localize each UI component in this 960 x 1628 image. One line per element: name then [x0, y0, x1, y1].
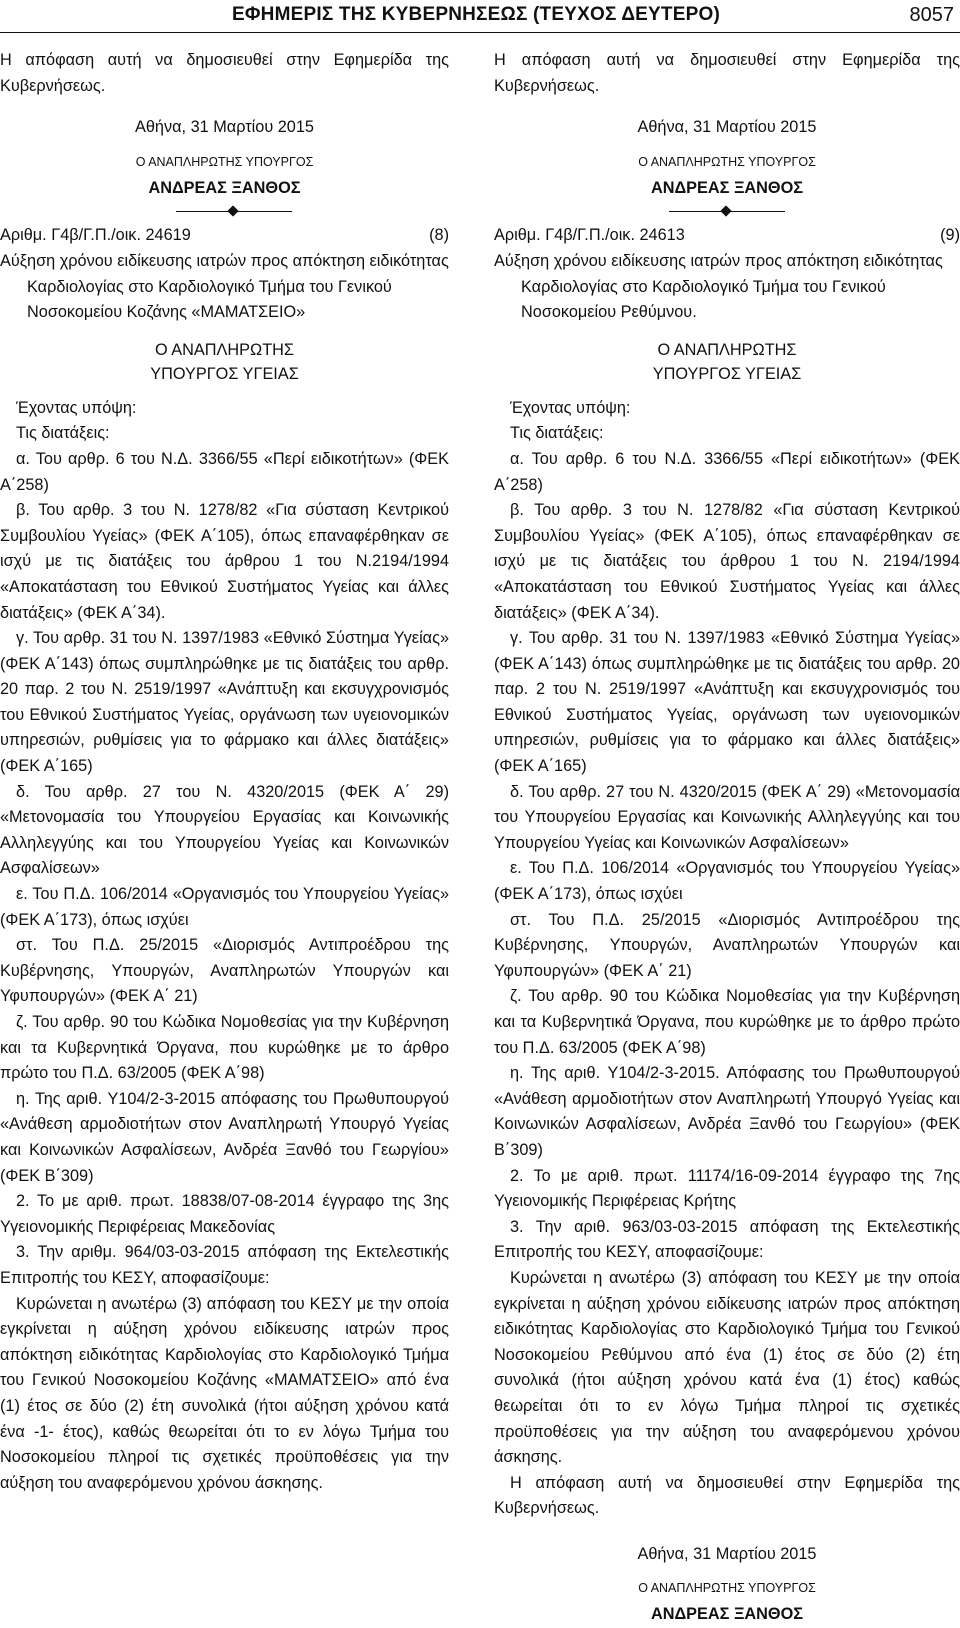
provision-st: στ. Του Π.Δ. 25/2015 «Διορισμός Αντιπροέδρου της Κυβέρνησης, Υπουργών, Αναπληρωτών Υπουργών και Υφυπουργών» (ΦΕΚ Α΄ 21) — [494, 910, 960, 980]
provision-h: η. Της αριθ. Υ104/2-3-2015 απόφασης του Πρωθυπουργού «Ανάθεση αρμοδιοτήτων στον Αναπληρωτή Υπουργό Υγείας και Κοινωνικών Ασφαλίσεων, Ανδρέα Ξανθό του Γεωργίου» (ΦΕΚ Β΄309) — [0, 1089, 449, 1185]
provision-d: δ. Του αρθρ. 27 του Ν. 4320/2015 (ΦΕΚ Α΄ 29) «Μετονομασία του Υπουργείου Εργασίας και Κοινωνικής Αλληλεγγύης και του Υπουργείου Υγείας και Κοινωνικών Ασφαλίσεων» — [0, 782, 449, 878]
provision-z: ζ. Του αρθρ. 90 του Κώδικα Νομοθεσίας για την Κυβέρνηση και τα Κυβερνητικά Όργανα, που κυρώθηκε με το άρθρο πρώτο του Π.Δ. 63/2005 (ΦΕΚ Α΄98) — [0, 1013, 449, 1083]
signature-name: ΑΝΔΡΕΑΣ ΞΑΝΘΟΣ — [148, 178, 301, 197]
provision-d: δ. Του αρθρ. 27 του Ν. 4320/2015 (ΦΕΚ Α΄ 29) «Μετονομασία του Υπουργείου Εργασίας και Κοινωνικής Αλληλεγγύης και του Υπουργείου Υγείας και Κοινωνικών Ασφαλίσεων» — [494, 782, 960, 852]
provision-c: γ. Του αρθρ. 31 του Ν. 1397/1983 «Εθνικό Σύστημα Υγείας» (ΦΕΚ Α΄143) όπως συμπληρώθηκε με τις διατάξεις του αρθρ. 20 παρ. 2 του Ν. 2519/1997 «Ανάπτυξη και εκσυγχρονισμός του Εθνικού Συστήματος Υγείας, οργάνωση των υγειονομικών υπηρεσιών, ρυθμίσεις για το φάρμακο και άλλες διατάξεις» (ΦΕΚ Α΄165) — [0, 629, 449, 776]
section-separator — [494, 201, 960, 223]
decision-number: Αριθμ. Γ4β/Γ.Π./οικ. 24613 — [494, 226, 685, 245]
decision-title: Αύξηση χρόνου ειδίκευσης ιατρών προς απόκτηση ειδικότητας Καρδιολογίας στο Καρδιολογικό Τμήμα του Γενικού Νοσοκομείου Ρεθύμνου. — [494, 251, 943, 322]
page-header — [0, 0, 960, 30]
decision-title: Αύξηση χρόνου ειδίκευσης ιατρών προς απόκτηση ειδικότητας Καρδιολογίας στο Καρδιολογικό Τμήμα του Γενικού Νοσοκομείου Κοζάνης «ΜΑΜΑΤΣΕΙΟ» — [0, 251, 449, 322]
provision-e: ε. Του Π.Δ. 106/2014 «Οργανισμός του Υπουργείου Υγείας» (ΦΕΚ Α΄173), όπως ισχύει — [494, 859, 960, 904]
signature-date: Αθήνα, 31 Μαρτίου 2015 — [135, 118, 314, 137]
authority-line-1: Ο ΑΝΑΠΛΗΡΩΤΗΣ — [657, 340, 797, 359]
considering-label: Έχοντας υπόψη: — [510, 398, 631, 417]
signature-role-end: Ο ΑΝΑΠΛΗΡΩΤΗΣ ΥΠΟΥΡΓΟΣ — [638, 1581, 816, 1596]
signature-date: Αθήνα, 31 Μαρτίου 2015 — [637, 118, 817, 137]
authority-line-2: ΥΠΟΥΡΓΟΣ ΥΓΕΙΑΣ — [150, 364, 299, 383]
provision-b: β. Του αρθρ. 3 του Ν. 1278/82 «Για σύσταση Κεντρικού Συμβουλίου Υγείας» (ΦΕΚ Α΄105), όπως επαναφέρθηκαν σε ισχύ με τις διατάξεις του άρθρου 1 του Ν.2194/1994 «Αποκατάσταση του Εθνικού Συστήματος Υγείας και άλλες διατάξεις» (ΦΕΚ Α΄34). — [0, 501, 449, 622]
provision-e: ε. Του Π.Δ. 106/2014 «Οργανισμός του Υπουργείου Υγείας» (ΦΕΚ Α΄173), όπως ισχύει — [0, 885, 449, 929]
provision-h: η. Της αριθ. Υ104/2-3-2015. Απόφασης του Πρωθυπουργού «Ανάθεση αρμοδιοτήτων στον Αναπληρωτή Υπουργό Υγείας και Κοινωνικών Ασφαλίσεων, Ανδρέα Ξανθό του Γεωργίου» (ΦΕΚ Β΄309) — [494, 1064, 960, 1159]
diamond-ornament-icon — [227, 206, 238, 217]
publication-note: Η απόφαση αυτή να δημοσιευθεί στην Εφημερίδα της Κυβερνήσεως. — [494, 51, 960, 95]
decision-index: (8) — [429, 226, 449, 245]
considering-label: Έχοντας υπόψη: — [16, 398, 137, 417]
signature-name-end: ΑΝΔΡΕΑΣ ΞΑΝΘΟΣ — [650, 1605, 804, 1624]
page-number: 8057 — [909, 4, 954, 26]
publication-note: Η απόφαση αυτή να δημοσιευθεί στην Εφημερίδα της Κυβερνήσεως. — [0, 51, 449, 95]
provision-2: 2. Το με αριθ. πρωτ. 18838/07-08-2014 έγγραφο της 3ης Υγειονομικής Περιφέρειας Μακεδονίας — [0, 1192, 449, 1236]
provisions-label: Τις διατάξεις: — [16, 424, 110, 443]
provision-a: α. Του αρθρ. 6 του Ν.Δ. 3366/55 «Περί ειδικοτήτων» (ΦΕΚ Α΄258) — [0, 449, 449, 494]
decision-body: Κυρώνεται η ανωτέρω (3) απόφαση του ΚΕΣΥ με την οποία εγκρίνεται η αύξηση χρόνου ειδίκευσης ιατρών προς απόκτηση ειδικότητας Καρδιολογίας στο Καρδιολογικό Τμήμα του Γενικού Νοσοκομείου Κοζάνης «ΜΑΜΑΤΣΕΙΟ» από ένα (1) έτος σε δύο (2) έτη συνολικά (ήτοι αύξηση χρόνου κατά ένα -1- έτος), καθώς θεωρείται ότι το εν λόγω Τμήμα του Νοσοκομείου πληροί τις σχετικές προϋποθέσεις για την αύξηση του αναφερόμενου χρόνου άσκησης. — [0, 1294, 449, 1492]
provision-b: β. Του αρθρ. 3 του Ν. 1278/82 «Για σύσταση Κεντρικού Συμβουλίου Υγείας» (ΦΕΚ Α΄105), όπως επαναφέρθηκαν σε ισχύ με τις διατάξεις του άρθρου 1 του Ν. 2194/1994 «Αποκατάσταση του Εθνικού Συστήματος Υγείας και άλλες διατάξεις» (ΦΕΚ Α΄34). — [494, 501, 960, 622]
signature-role: Ο ΑΝΑΠΛΗΡΩΤΗΣ ΥΠΟΥΡΓΟΣ — [135, 154, 314, 169]
provision-a: α. Του αρθρ. 6 του Ν.Δ. 3366/55 «Περί ειδικοτήτων» (ΦΕΚ Α΄258) — [494, 449, 960, 494]
publication-note-end: Η απόφαση αυτή να δημοσιευθεί στην Εφημερίδα της Κυβερνήσεως. — [494, 1473, 960, 1518]
decision-number-row — [0, 223, 449, 249]
provision-3: 3. Την αριθμ. 964/03-03-2015 απόφαση της Εκτελεστικής Επιτροπής του ΚΕΣΥ, αποφασίζουμε: — [0, 1243, 449, 1287]
signature-role: Ο ΑΝΑΠΛΗΡΩΤΗΣ ΥΠΟΥΡΓΟΣ — [638, 154, 816, 169]
provision-2: 2. Το με αριθ. πρωτ. 11174/16-09-2014 έγγραφο της 7ης Υγειονομικής Περιφέρειας Κρήτης — [494, 1166, 960, 1211]
header-rule — [0, 32, 960, 33]
signature-name: ΑΝΔΡΕΑΣ ΞΑΝΘΟΣ — [650, 178, 804, 197]
provision-z: ζ. Του αρθρ. 90 του Κώδικα Νομοθεσίας για την Κυβέρνηση και τα Κυβερνητικά Όργανα, που κυρώθηκε με το άρθρο πρώτο του Π.Δ. 63/2005 (ΦΕΚ Α΄98) — [494, 987, 960, 1057]
authority-line-1: Ο ΑΝΑΠΛΗΡΩΤΗΣ — [155, 340, 294, 359]
section-separator — [0, 201, 449, 223]
provision-st: στ. Του Π.Δ. 25/2015 «Διορισμός Αντιπροέδρου της Κυβέρνησης, Υπουργών, Αναπληρωτών Υπουργών και Υφυπουργών» (ΦΕΚ Α΄ 21) — [0, 936, 449, 1006]
provision-3: 3. Την αριθ. 963/03-03-2015 απόφαση της Εκτελεστικής Επιτροπής του ΚΕΣΥ, αποφασίζουμε: — [494, 1217, 960, 1262]
decision-index: (9) — [940, 226, 960, 245]
decision-number-row — [494, 223, 960, 249]
decision-body: Κυρώνεται η ανωτέρω (3) απόφαση του ΚΕΣΥ με την οποία εγκρίνεται η αύξηση χρόνου ειδίκευσης ιατρών προς απόκτηση ειδικότητας Καρδιολογίας στο Καρδιολογικό Τμήμα του Γενικού Νοσοκομείου Ρεθύμνου από ένα (1) έτος σε δύο (2) έτη συνολικά (ήτοι αύξηση χρόνου κατά ένα (1) έτος) καθώς θεωρείται ότι το εν λόγω Τμήμα πληροί τις σχετικές προϋποθέσεις για την αύξηση του αναφερόμενου χρόνου άσκησης. — [494, 1268, 960, 1467]
decision-number: Αριθμ. Γ4β/Γ.Π./οικ. 24619 — [0, 226, 191, 245]
authority-line-2: ΥΠΟΥΡΓΟΣ ΥΓΕΙΑΣ — [652, 364, 802, 383]
gazette-title: ΕΦΗΜΕΡΙΣ ΤΗΣ ΚΥΒΕΡΝΗΣΕΩΣ (ΤΕΥΧΟΣ ΔΕΥΤΕΡΟ) — [232, 4, 720, 25]
left-column — [0, 48, 449, 1496]
issuing-authority — [0, 338, 449, 386]
signature-date-end: Αθήνα, 31 Μαρτίου 2015 — [637, 1544, 817, 1563]
provision-c: γ. Του αρθρ. 31 του Ν. 1397/1983 «Εθνικό Σύστημα Υγείας» (ΦΕΚ Α΄143) όπως συμπληρώθηκε με τις διατάξεις του αρθρ. 20 παρ. 2 του Ν. 2519/1997 «Ανάπτυξη και εκσυγχρονισμός του Εθνικού Συστήματος Υγείας, οργάνωση των υγειονομικών υπηρεσιών, ρυθμίσεις για το φάρμακο και άλλες διατάξεις» (ΦΕΚ Α΄165) — [494, 629, 960, 776]
provisions-label: Τις διατάξεις: — [510, 424, 604, 443]
issuing-authority — [494, 338, 960, 386]
right-column — [494, 48, 960, 1628]
diamond-ornament-icon — [720, 206, 731, 217]
